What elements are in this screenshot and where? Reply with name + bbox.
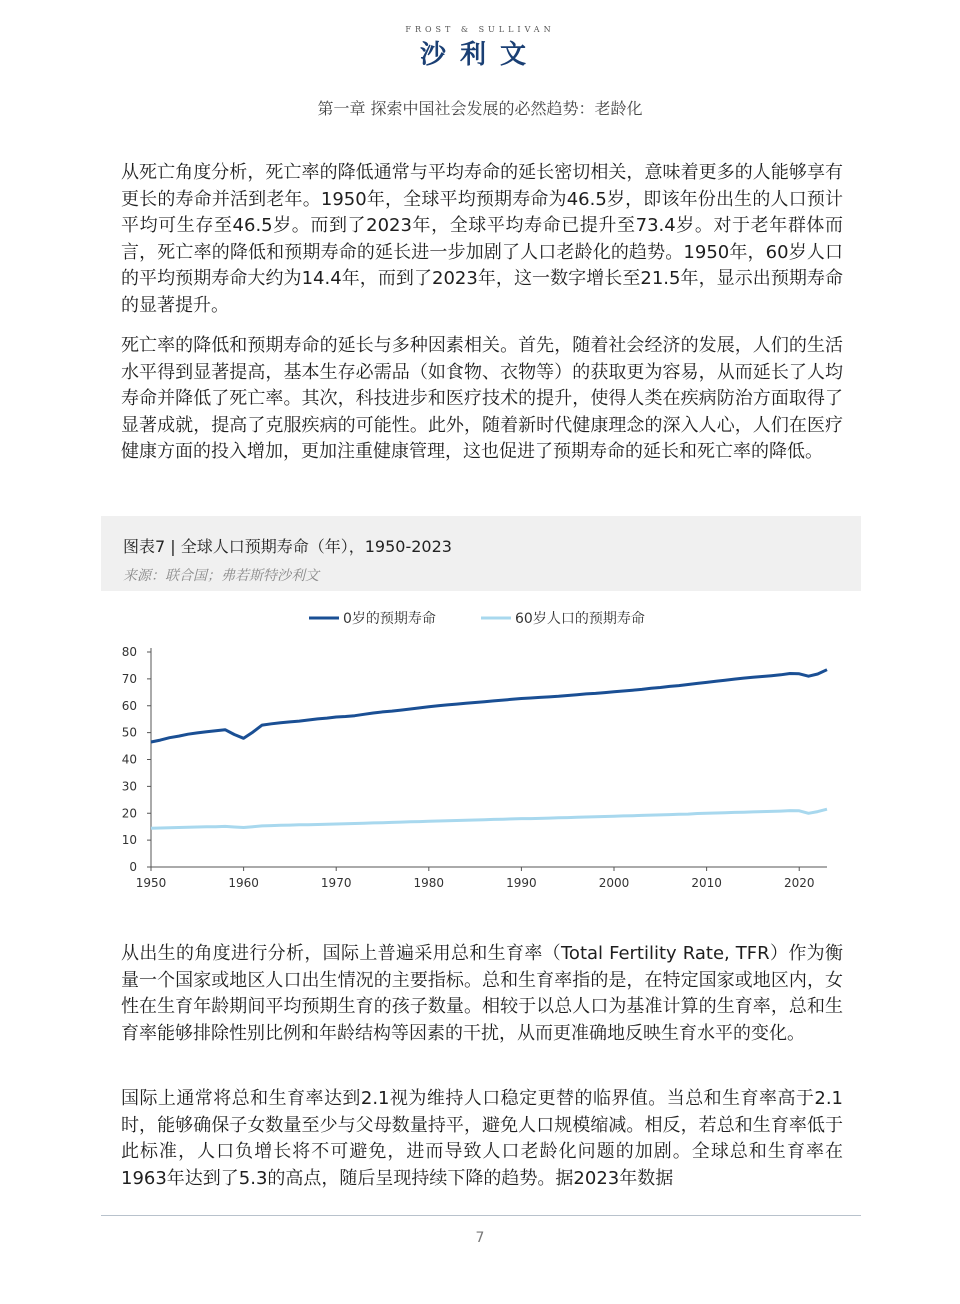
- life-expectancy-line-chart: [101, 591, 861, 912]
- y-tick-label: 30: [121, 779, 137, 794]
- page-number: 7: [475, 1230, 485, 1246]
- x-tick-label: 1970: [320, 876, 352, 890]
- paragraph-replacement: 国际上通常将总和生育率达到2.1视为维持人口稳定更替的临界值。当总和生育率高于2.1时，能够确保子女数量至少与父母数量持平，避免人口规模缩减。相反，若总和生育率低于此标准，人口负增长将不可避免，进而导致人口老龄化问题的加剧。全球总和生育率在1963年达到了5.3的高点，随后呈现持续下降的趋势。据2023年数据: [121, 1088, 843, 1189]
- x-tick-label: 1960: [228, 876, 259, 890]
- series-line-age-60: [151, 809, 827, 828]
- chart-panel: [101, 516, 861, 912]
- paragraph-factors: 死亡率的降低和预期寿命的延长与多种因素相关。首先，随着社会经济的发展，人们的生活水平得到显著提高，基本生存必需品（如食物、衣物等）的获取更为容易，从而延长了人均寿命并降低了死亡率。其次，科技进步和医疗技术的提升，使得人类在疾病防治方面取得了显著成就，提高了克服疾病的可能性。此外，随着新时代健康理念的深入人心，人们在医疗健康方面的投入增加，更加注重健康管理，这也促进了预期寿命的延长和死亡率的降低。: [121, 335, 843, 463]
- series-line-age-0: [151, 670, 827, 742]
- x-tick-label: 1990: [506, 876, 537, 890]
- logo-english: FROST & SULLIVAN: [405, 25, 555, 34]
- x-tick-label: 1950: [135, 876, 167, 890]
- x-tick-label: 2000: [598, 876, 630, 890]
- chart-area: [101, 591, 861, 912]
- y-tick-label: 80: [121, 645, 137, 659]
- y-tick-label: 40: [121, 752, 137, 767]
- footer-divider: [101, 1215, 861, 1216]
- y-tick-label: 0: [129, 860, 137, 874]
- legend-label-age-0: 0岁的预期寿命: [343, 611, 436, 627]
- logo-chinese: 沙利文: [419, 40, 540, 70]
- y-tick-label: 20: [121, 806, 137, 821]
- x-tick-label: 2010: [691, 876, 722, 890]
- x-tick-label: 1980: [413, 876, 445, 890]
- chart-title: 图表7 | 全球人口预期寿命（年），1950-2023: [123, 537, 452, 556]
- x-tick-label: 2020: [783, 876, 815, 890]
- paragraph-fertility: 从出生的角度进行分析，国际上普遍采用总和生育率（Total Fertility Rate, TFR）作为衡量一个国家或地区人口出生情况的主要指标。总和生育率指的是，在特定国家或地区内，女性在生育年龄期间平均预期生育的孩子数量。相较于以总人口为基准计算的生育率，总和生育率能够排除性别比例和年龄结构等因素的干扰，从而更准确地反映生育水平的变化。: [121, 943, 843, 1044]
- chapter-title: 第一章 探索中国社会发展的必然趋势：老龄化: [317, 99, 643, 118]
- y-tick-label: 60: [121, 698, 137, 713]
- y-tick-label: 10: [121, 833, 137, 848]
- y-tick-label: 50: [121, 725, 137, 740]
- y-tick-label: 70: [121, 671, 137, 686]
- legend-label-age-60: 60岁人口的预期寿命: [515, 611, 645, 627]
- chart-source: 来源：联合国；弗若斯特沙利文: [123, 568, 319, 584]
- paragraph-mortality: 从死亡角度分析，死亡率的降低通常与平均寿命的延长密切相关，意味着更多的人能够享有更长的寿命并活到老年。1950年，全球平均预期寿命为46.5岁，即该年份出生的人口预计平均可生存至46.5岁。而到了2023年，全球平均寿命已提升至73.4岁。对于老年群体而言，死亡率的降低和预期寿命的延长进一步加剧了人口老龄化的趋势。1950年，60岁人口的平均预期寿命大约为14.4年，而到了2023年，这一数字增长至21.5年，显示出预期寿命的显著提升。: [121, 162, 843, 316]
